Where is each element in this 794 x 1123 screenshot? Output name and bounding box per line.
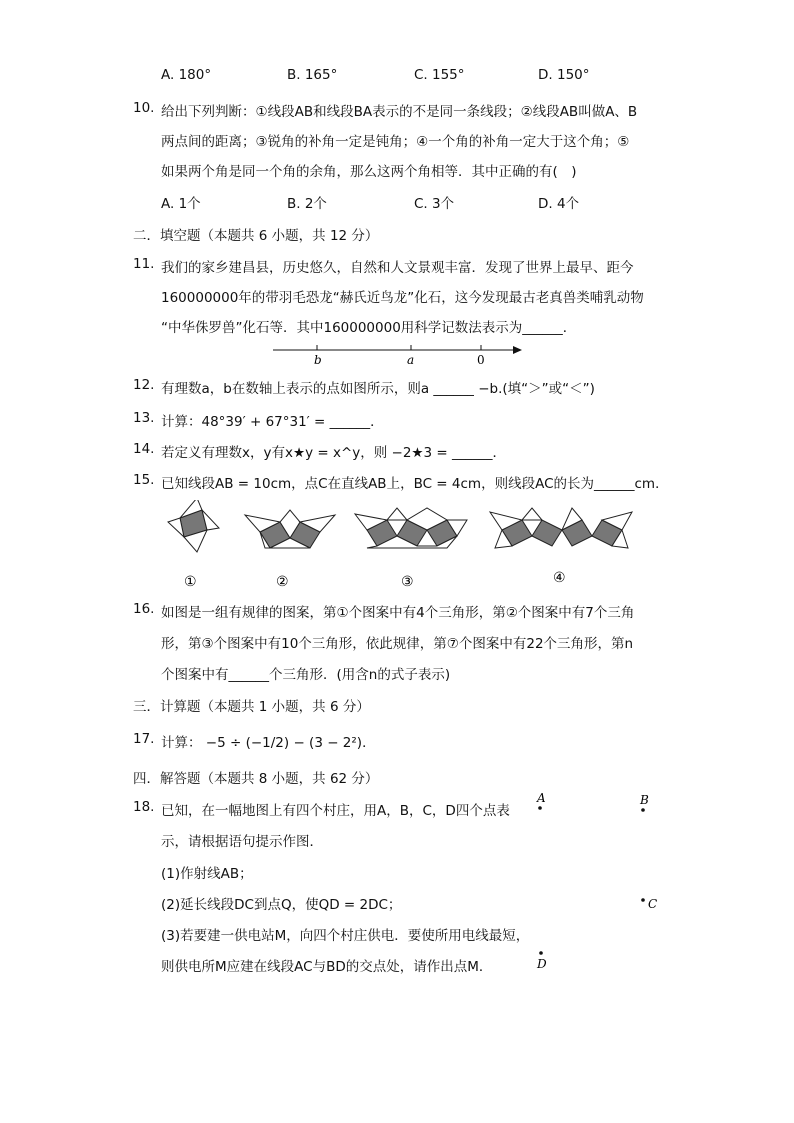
figure-label-3: ③ (401, 574, 414, 590)
pattern-figure-1 (168, 500, 219, 552)
point-label-a: A (537, 791, 546, 805)
q14-number: 14. (133, 441, 155, 457)
figure-label-1: ① (184, 574, 197, 590)
triangle-pattern-figures (160, 500, 640, 595)
q10-line3: 如果两个角是同一个角的余角，那么这两个角相等．其中正确的有( ) (161, 164, 577, 180)
q10-line2: 两点间的距离；③锐角的补角一定是钝角；④一个角的补角一定大于这个角；⑤ (161, 134, 630, 150)
point-d (539, 951, 543, 955)
q18-points-figure (530, 790, 670, 975)
q11-line3: “中华侏罗兽”化石等．其中160000000用科学记数法表示为______． (161, 320, 577, 336)
q9-option-b: B. 165° (287, 67, 338, 83)
q11-line1: 我们的家乡建昌县，历史悠久，自然和人文景观丰富．发现了世界上最早、距今 (161, 260, 634, 276)
point-label-d: D (537, 957, 547, 971)
q16-number: 16. (133, 601, 155, 617)
q18-number: 18. (133, 799, 155, 815)
point-a (538, 806, 542, 810)
q10-option-c: C. 3个 (414, 196, 455, 212)
q9-option-a: A. 180° (161, 67, 212, 83)
q18-line2: 示，请根据语句提示作图． (161, 834, 323, 850)
q9-option-c: C. 155° (414, 67, 465, 83)
label-a: a (407, 353, 415, 367)
q15-text: 已知线段AB = 10cm，点C在直线AB上，BC = 4cm，则线段AC的长为______cm． (161, 476, 669, 492)
section-heading-fill-in: 二．填空题（本题共 6 小题，共 12 分） (133, 228, 379, 244)
pattern-figure-4 (490, 508, 632, 548)
q18-step1: (1)作射线AB； (161, 866, 253, 882)
label-b: b (314, 353, 322, 367)
q12-text: 有理数a，b在数轴上表示的点如图所示，则a ______ −b.(填“＞”或“＜”) (161, 381, 595, 397)
q18-step4: 则供电所M应建在线段AC与BD的交点处，请作出点M． (161, 959, 493, 975)
q9-option-d: D. 150° (538, 67, 590, 83)
q16-line3: 个图案中有______个三角形．(用含n的式子表示) (161, 667, 451, 683)
q16-line2: 形，第③个图案中有10个三角形，依此规律，第⑦个图案中有22个三角形，第n (161, 636, 634, 652)
q18-step2: (2)延长线段DC到点Q，使QD = 2DC； (161, 897, 402, 913)
q16-line1: 如图是一组有规律的图案，第①个图案中有4个三角形，第②个图案中有7个三角 (161, 605, 635, 621)
label-zero: 0 (477, 353, 485, 367)
q14-text: 若定义有理数x，y有x★y = x^y，则 −2★3 = ______． (161, 445, 507, 461)
q10-line1: 给出下列判断：①线段AB和线段BA表示的不是同一条线段；②线段AB叫做A、B (161, 104, 638, 120)
q13-number: 13. (133, 410, 155, 426)
q18-step3: (3)若要建一供电站M，向四个村庄供电．要使所用电线最短， (161, 928, 530, 944)
q13-text: 计算：48°39′ + 67°31′ = ______． (161, 414, 384, 430)
q10-option-b: B. 2个 (287, 196, 327, 212)
q10-option-d: D. 4个 (538, 196, 580, 212)
q17-text: 计算： −5 ÷ (−1/2) − (3 − 2²)． (161, 735, 376, 751)
section-heading-calculation: 三．计算题（本题共 1 小题，共 6 分） (133, 699, 370, 715)
point-b (641, 808, 645, 812)
q18-line1: 已知，在一幅地图上有四个村庄，用A，B，C，D四个点表 (161, 803, 510, 819)
q10-number: 10. (133, 100, 155, 116)
q11-line2: 160000000年的带羽毛恐龙“赫氏近鸟龙”化石，这今发现最古老真兽类哺乳动物 (161, 290, 644, 306)
section-heading-answer: 四．解答题（本题共 8 小题，共 62 分） (133, 771, 379, 787)
point-label-b: B (640, 793, 649, 807)
pattern-figure-2 (245, 510, 335, 548)
figure-label-2: ② (276, 574, 289, 590)
q11-number: 11. (133, 256, 155, 272)
q12-number: 12. (133, 377, 155, 393)
figure-label-4: ④ (553, 570, 566, 586)
q17-number: 17. (133, 731, 155, 747)
q10-option-a: A. 1个 (161, 196, 201, 212)
pattern-figure-3 (355, 508, 467, 548)
point-label-c: C (648, 897, 658, 911)
q15-number: 15. (133, 472, 155, 488)
point-c (641, 898, 645, 902)
number-line-arrow (513, 346, 522, 354)
number-line-figure (270, 340, 525, 370)
